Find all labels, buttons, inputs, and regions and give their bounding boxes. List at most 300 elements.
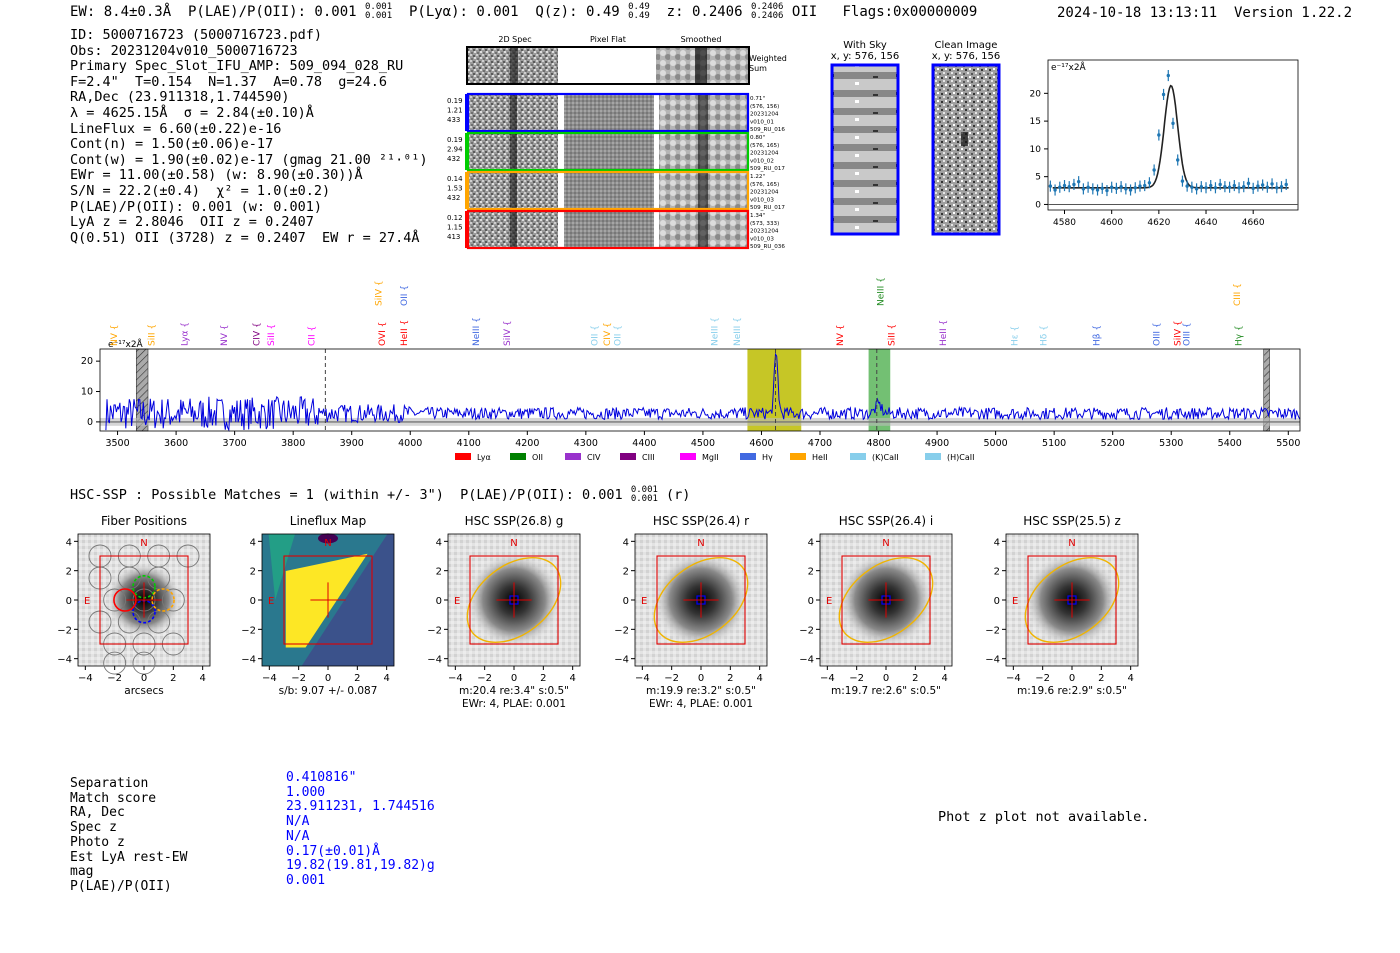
- line-id-label: [591, 325, 601, 346]
- y-tick-label: −2: [241, 625, 256, 637]
- cutout-flat: [564, 133, 654, 170]
- data-point: [1218, 183, 1221, 186]
- x-tick-label: 2: [727, 673, 734, 684]
- line-id-label: [252, 322, 262, 346]
- y-tick-label: 0: [65, 596, 72, 607]
- imaging-panels: [40, 510, 1160, 725]
- x-tick-label: −4: [819, 673, 835, 684]
- panel-xlabel: s/b: 9.07 +/- 0.087: [278, 685, 378, 697]
- cutout-right-stat: 20231204: [750, 228, 779, 235]
- data-point: [1072, 183, 1075, 186]
- data-point: [1124, 187, 1127, 190]
- phot-z-note: Phot z plot not available.: [938, 809, 1150, 825]
- line-id-text: Hδ {: [1039, 325, 1050, 346]
- x-tick-label: 4100: [456, 438, 481, 449]
- unit-label: e⁻¹⁷x2Å: [108, 340, 143, 350]
- x-tick-label: 4500: [690, 438, 716, 449]
- line-id-label: [1235, 325, 1245, 346]
- data-point: [1190, 186, 1193, 189]
- east-label: E: [1012, 596, 1019, 607]
- cutout-color-bar: [465, 94, 468, 131]
- line-id-text: NV {: [835, 324, 846, 346]
- x-tick-label: 4: [1127, 673, 1134, 684]
- north-label: N: [697, 538, 705, 549]
- timestamp-version: 2024-10-18 13:13:11 Version 1.22.2: [1057, 5, 1353, 21]
- data-point: [1247, 182, 1250, 185]
- x-tick-label: 4: [383, 673, 390, 684]
- line-id-text: HeII {: [399, 319, 410, 346]
- cutout-right-stat: 509_RU_036: [750, 244, 785, 251]
- line-id-text: CIV {: [252, 322, 263, 346]
- line-id-text: CII {: [307, 325, 318, 346]
- line-id-label: [110, 325, 120, 346]
- x-tick-label: 4900: [924, 438, 950, 449]
- data-point: [1185, 184, 1188, 187]
- info-line: RA,Dec (23.911318,1.744590): [70, 89, 290, 106]
- panel-xlabel: m:20.4 re:3.4" s:0.5": [459, 685, 569, 697]
- data-point: [1077, 180, 1080, 183]
- matches-title: HSC-SSP : Possible Matches = 1 (within +/- 3") P(LAE)/P(OII): 0.001 0.001 0.001 (r): [70, 485, 691, 504]
- x-tick-label: 4620: [1147, 218, 1171, 228]
- line-fit-chart: [1020, 52, 1310, 232]
- match-table-label: Separation: [70, 776, 149, 791]
- match-table-value: 23.911231, 1.744516: [286, 799, 435, 815]
- match-table-value: 1.000: [286, 784, 326, 800]
- data-point: [1110, 186, 1113, 189]
- line-id-text: SiII {: [887, 323, 898, 346]
- y-tick-label: 10: [80, 386, 93, 398]
- legend-label: OII: [532, 453, 544, 462]
- y-tick-label: 5: [1035, 172, 1041, 183]
- data-point: [1138, 184, 1141, 187]
- legend-label: (K)CaII: [872, 453, 899, 462]
- line-id-label: [400, 320, 410, 346]
- line-id-label: [939, 320, 949, 346]
- line-id-label: [307, 326, 317, 346]
- data-point: [1049, 184, 1052, 187]
- cutout-right-stat: 1.34": [750, 213, 766, 219]
- x-tick-label: 0: [697, 673, 705, 684]
- y-tick-label: −4: [614, 654, 629, 666]
- x-tick-label: 3900: [339, 438, 364, 449]
- legend-swatch: [565, 453, 581, 460]
- y-tick-label: 0: [622, 596, 629, 607]
- match-table-value: 0.17(±0.01)Å: [286, 843, 380, 859]
- x-tick-label: 0: [1068, 673, 1076, 684]
- data-point: [1285, 183, 1288, 186]
- sky-images: [825, 36, 1010, 241]
- y-tick-label: 10: [1029, 144, 1041, 155]
- detection-info: [70, 28, 428, 246]
- data-point: [1143, 184, 1146, 187]
- cutout-row: [447, 133, 785, 172]
- cutout-right-stat: 509_RU_017: [750, 205, 785, 212]
- info-line: P(LAE)/P(OII): 0.001 (w: 0.001): [70, 198, 322, 215]
- x-tick-label: −4: [1005, 673, 1021, 684]
- x-tick-label: 4700: [807, 438, 833, 449]
- y-tick-label: 2: [622, 566, 629, 578]
- legend-swatch: [850, 453, 866, 460]
- fiber-cutouts: [440, 30, 820, 260]
- info-line: Cont(w) = 1.90(±0.02)e-17 (gmag 21.00 ²¹·⁰¹): [70, 151, 428, 168]
- line-id-label: [1040, 325, 1050, 346]
- cutout-right-stat: (576, 156): [750, 103, 780, 110]
- info-line: ID: 5000716723 (5000716723.pdf): [70, 27, 322, 43]
- panel-xlabel: arcsecs: [124, 685, 164, 697]
- cutout-left-stat: 432: [447, 194, 461, 202]
- cutout-row: [447, 172, 785, 211]
- unit-label: e⁻¹⁷x2Å: [1051, 63, 1086, 73]
- col-label-2d: 2D Spec: [498, 35, 532, 44]
- data-point: [1101, 187, 1104, 190]
- x-tick-label: 4600: [1100, 218, 1124, 228]
- line-id-text: OVI {: [378, 321, 389, 346]
- y-tick-label: 4: [807, 537, 814, 549]
- line-id-text: SiIV {: [502, 320, 513, 346]
- match-table-value: N/A: [286, 814, 310, 830]
- y-tick-label: 2: [249, 566, 256, 578]
- data-point: [1068, 185, 1071, 188]
- y-tick-label: −4: [799, 654, 814, 666]
- panel-sublabel: EWr: 4, PLAE: 0.001: [461, 698, 567, 710]
- y-tick-label: −4: [241, 654, 256, 666]
- legend-swatch: [925, 453, 941, 460]
- match-table-value: N/A: [286, 828, 310, 844]
- x-tick-label: 5300: [1159, 438, 1184, 449]
- east-label: E: [84, 596, 91, 607]
- image-panel: [57, 514, 210, 697]
- data-point: [1091, 187, 1094, 190]
- y-tick-label: −2: [57, 625, 72, 637]
- cutout-left-stat: 2.94: [447, 145, 463, 154]
- data-point: [1082, 187, 1085, 190]
- data-point: [1251, 187, 1254, 190]
- image-panel: [985, 514, 1138, 697]
- x-tick-label: 5400: [1217, 438, 1242, 449]
- line-id-label: [711, 317, 721, 346]
- cutout-left-stat: 0.12: [447, 214, 463, 222]
- north-label: N: [882, 538, 890, 549]
- x-tick-label: −4: [77, 673, 93, 684]
- cutout-right-stat: 20231204: [750, 189, 779, 196]
- line-id-label: [180, 322, 190, 346]
- panel-xlabel: m:19.6 re:2.9" s:0.5": [1017, 685, 1127, 697]
- data-point: [1096, 188, 1099, 191]
- north-label: N: [1068, 538, 1076, 549]
- legend-label: Lyα: [477, 453, 491, 462]
- x-tick-label: 5500: [1276, 438, 1301, 449]
- line-id-text: OII {: [590, 325, 601, 346]
- y-tick-label: 4: [435, 537, 442, 549]
- cutout-left-stat: 0.14: [447, 175, 463, 183]
- data-point: [1134, 186, 1137, 189]
- line-id-label: [603, 322, 613, 346]
- line-id-text: SiIV {: [374, 280, 385, 306]
- cutout-right-stat: 0.71": [750, 96, 766, 102]
- data-point: [1157, 133, 1160, 136]
- north-label: N: [324, 538, 332, 549]
- line-id-text: SiII {: [266, 323, 277, 346]
- line-id-text: NV {: [110, 324, 121, 346]
- cutout-right-stat: 509_RU_016: [750, 127, 785, 134]
- panel-title: HSC SSP(25.5) z: [1023, 514, 1121, 528]
- data-point: [1195, 187, 1198, 190]
- cutout-left-stat: 1.21: [447, 106, 463, 115]
- legend-label: CIII: [642, 453, 655, 462]
- data-point: [1261, 183, 1264, 186]
- north-label: N: [510, 538, 518, 549]
- match-table-value: 0.410816": [286, 770, 357, 785]
- cutout-row: [447, 94, 785, 133]
- line-id-text: SiIV {: [1173, 320, 1184, 346]
- panel-title: HSC SSP(26.4) r: [652, 514, 750, 528]
- line-id-label: [887, 324, 897, 346]
- x-tick-label: 4: [199, 673, 206, 684]
- legend-swatch: [455, 453, 471, 460]
- with-sky-xy: x, y: 576, 156: [830, 51, 900, 62]
- cutout-flat: [564, 94, 654, 131]
- line-id-label: [267, 324, 277, 346]
- line-id-text: Lyα {: [180, 321, 191, 346]
- x-tick-label: 2: [540, 673, 547, 684]
- x-tick-label: −2: [291, 673, 307, 684]
- info-line: Q(0.51) OII (3728) z = 0.2407 EW r = 27.4Å: [70, 229, 420, 246]
- data-point: [1204, 186, 1207, 189]
- x-tick-label: 0: [510, 673, 518, 684]
- cutout-right-stat: v010_02: [750, 158, 774, 165]
- line-id-label: [613, 325, 623, 346]
- legend-swatch: [620, 453, 636, 460]
- line-id-text: CIII {: [1232, 283, 1243, 306]
- x-tick-label: 4400: [632, 438, 657, 449]
- data-point: [1148, 181, 1151, 184]
- full-spectrum-chart: [60, 272, 1310, 467]
- cutout-right-stat: v010_03: [750, 236, 774, 243]
- line-id-text: OII {: [613, 325, 624, 346]
- x-tick-label: 3700: [222, 438, 247, 449]
- y-tick-label: 0: [993, 596, 1000, 607]
- x-tick-label: 4: [569, 673, 576, 684]
- panel-title: Lineflux Map: [289, 514, 367, 528]
- match-table-label: Match score: [70, 790, 157, 806]
- east-label: E: [826, 596, 833, 607]
- y-tick-label: 0: [1035, 200, 1041, 211]
- col-label-smoothed: Smoothed: [680, 35, 722, 44]
- data-point: [1058, 186, 1061, 189]
- x-tick-label: 4600: [749, 438, 774, 449]
- y-tick-label: 2: [807, 566, 814, 578]
- legend-swatch: [510, 453, 526, 460]
- legend-swatch: [790, 453, 806, 460]
- cutout-right-stat: 20231204: [750, 150, 779, 157]
- line-id-text: CIV {: [602, 322, 613, 346]
- svg-text:Sum: Sum: [749, 64, 767, 73]
- info-line: EWr = 11.00(±0.58) (w: 8.90(±0.30))Å: [70, 167, 363, 184]
- cutout-left-stat: 413: [447, 233, 461, 241]
- line-id-label: [836, 325, 846, 346]
- cutout-right-stat: (576, 165): [750, 142, 780, 149]
- x-tick-label: 3800: [281, 438, 306, 449]
- x-tick-label: 2: [1098, 673, 1105, 684]
- x-tick-label: 4660: [1241, 218, 1265, 228]
- y-tick-label: 20: [1029, 89, 1041, 100]
- x-tick-label: −4: [261, 673, 277, 684]
- line-id-label: [378, 322, 388, 346]
- data-point: [1280, 185, 1283, 188]
- panel-xlabel: m:19.9 re:3.2" s:0.5": [646, 685, 756, 697]
- data-point: [1200, 185, 1203, 188]
- east-label: E: [641, 596, 648, 607]
- data-point: [1270, 182, 1273, 185]
- line-id-text: HeII {: [938, 319, 949, 346]
- cutout-right-stat: (573, 333): [750, 220, 780, 227]
- match-table-value: 19.82(19.81,19.82)g: [286, 858, 435, 874]
- data-point: [1275, 186, 1278, 189]
- data-point: [1228, 186, 1231, 189]
- line-id-text: SiII {: [147, 323, 158, 346]
- cutout-right-stat: 509_RU_017: [750, 166, 785, 173]
- header-summary: EW: 8.4±0.3Å P(LAE)/P(OII): 0.001 0.001 0.001 P(Lyα): 0.001 Q(z): 0.49 0.49 0.49 z: 0.2406 0.2406 0.2406 OII Flags:0x00000009: [70, 2, 978, 21]
- y-tick-label: −2: [614, 625, 629, 637]
- data-point: [1237, 186, 1240, 189]
- line-id-label: [375, 280, 385, 306]
- with-sky-title: With Sky: [843, 40, 887, 51]
- image-panel: [614, 514, 767, 710]
- x-tick-label: −4: [634, 673, 650, 684]
- info-line: λ = 4625.15Å σ = 2.84(±0.10)Å: [70, 104, 314, 121]
- match-table-label: P(LAE)/P(OII): [70, 878, 172, 894]
- y-tick-label: 4: [65, 537, 72, 549]
- legend-swatch: [680, 453, 696, 460]
- x-tick-label: 4640: [1194, 218, 1218, 228]
- cutout-flat: [564, 211, 654, 248]
- data-point: [1105, 189, 1108, 192]
- data-point: [1063, 184, 1066, 187]
- line-id-text: OIII {: [1152, 322, 1163, 346]
- y-tick-label: 4: [993, 537, 1000, 549]
- image-panel: [427, 514, 580, 710]
- x-tick-label: 5000: [983, 438, 1008, 449]
- cutout-flat: [564, 172, 654, 209]
- line-id-text: NeIII {: [471, 317, 482, 346]
- data-point: [1086, 186, 1089, 189]
- y-tick-label: 4: [622, 537, 629, 549]
- cutout-left-stat: 433: [447, 116, 461, 124]
- data-point: [1129, 188, 1132, 191]
- y-tick-label: 0: [86, 416, 93, 428]
- cutout-right-stat: 1.22": [750, 174, 766, 180]
- clean-image: [933, 65, 999, 234]
- data-point: [1115, 187, 1118, 190]
- x-tick-label: 4580: [1053, 218, 1076, 228]
- info-line: LyA z = 2.8046 OII z = 0.2407: [70, 214, 314, 231]
- line-id-text: NV {: [220, 324, 231, 346]
- y-tick-label: 2: [993, 566, 1000, 578]
- line-id-text: Hγ {: [1234, 325, 1245, 346]
- match-table-label: RA, Dec: [70, 805, 125, 821]
- cutout-left-stat: 0.19: [447, 136, 463, 144]
- panel-title: Fiber Positions: [100, 514, 188, 528]
- x-tick-label: 4300: [573, 438, 598, 449]
- data-point: [1233, 184, 1236, 187]
- x-tick-label: 0: [140, 673, 148, 684]
- data-point: [1209, 184, 1212, 187]
- y-tick-label: −2: [799, 625, 814, 637]
- line-id-text: NeIII {: [710, 317, 721, 346]
- data-point: [1214, 186, 1217, 189]
- x-tick-label: −4: [447, 673, 463, 684]
- weighted-sum-row: [467, 47, 787, 84]
- cutout-color-bar: [465, 211, 468, 248]
- y-tick-label: −2: [427, 625, 442, 637]
- x-tick-label: 4: [756, 673, 763, 684]
- y-tick-label: −2: [985, 625, 1000, 637]
- panel-sublabel: EWr: 4, PLAE: 0.001: [648, 698, 754, 710]
- info-line: LineFlux = 6.60(±0.22)e-16: [70, 120, 282, 137]
- info-line: S/N = 22.2(±0.4) χ² = 1.0(±0.2): [70, 182, 331, 199]
- east-label: E: [268, 596, 275, 607]
- x-tick-label: 2: [912, 673, 919, 684]
- panel-title: HSC SSP(26.4) i: [838, 514, 934, 528]
- line-id-text: OIII {: [1182, 322, 1193, 346]
- legend-label: CIV: [587, 453, 601, 462]
- cutout-color-bar: [465, 172, 468, 209]
- x-tick-label: 5200: [1100, 438, 1125, 449]
- y-tick-label: 2: [65, 566, 72, 578]
- x-tick-label: 4800: [866, 438, 891, 449]
- x-tick-label: −2: [477, 673, 493, 684]
- x-tick-label: 0: [882, 673, 890, 684]
- legend-label: (H)CaII: [947, 453, 975, 462]
- y-tick-label: 0: [249, 596, 256, 607]
- image-panel: [799, 514, 952, 697]
- with-sky-image: [832, 65, 898, 234]
- data-point: [1223, 185, 1226, 188]
- cutout-right-stat: (576, 165): [750, 181, 780, 188]
- x-tick-label: 2: [354, 673, 361, 684]
- line-id-label: [503, 320, 513, 346]
- legend-swatch: [740, 453, 756, 460]
- line-id-label: [1092, 325, 1102, 346]
- line-id-label: [1233, 283, 1243, 306]
- line-id-text: NeIII {: [876, 277, 887, 306]
- line-id-text: NeIII {: [732, 317, 743, 346]
- cutout-left-stat: 1.15: [447, 223, 463, 232]
- x-tick-label: 0: [324, 673, 332, 684]
- clean-image-xy: x, y: 576, 156: [931, 51, 1001, 62]
- x-tick-label: 2: [170, 673, 177, 684]
- line-id-label: [1153, 322, 1163, 346]
- y-tick-label: 4: [249, 537, 256, 549]
- cutout-left-stat: 0.19: [447, 97, 463, 105]
- image-panel: [241, 514, 394, 697]
- data-point: [1119, 185, 1122, 188]
- y-tick-label: 20: [80, 356, 93, 368]
- match-table-label: Est LyA rest-EW: [70, 849, 188, 865]
- x-tick-label: 4000: [398, 438, 423, 449]
- x-tick-label: −2: [664, 673, 680, 684]
- y-tick-label: 2: [435, 566, 442, 578]
- cutout-left-stat: 1.53: [447, 184, 463, 193]
- line-id-label: [733, 317, 743, 346]
- x-tick-label: −2: [1035, 673, 1051, 684]
- cutout-right-stat: v010_01: [750, 119, 774, 126]
- data-point: [1171, 122, 1174, 125]
- x-tick-label: −2: [107, 673, 123, 684]
- info-line: Cont(n) = 1.50(±0.06)e-17: [70, 136, 274, 153]
- clean-image-title: Clean Image: [934, 40, 998, 51]
- line-id-text: Hβ {: [1092, 324, 1103, 346]
